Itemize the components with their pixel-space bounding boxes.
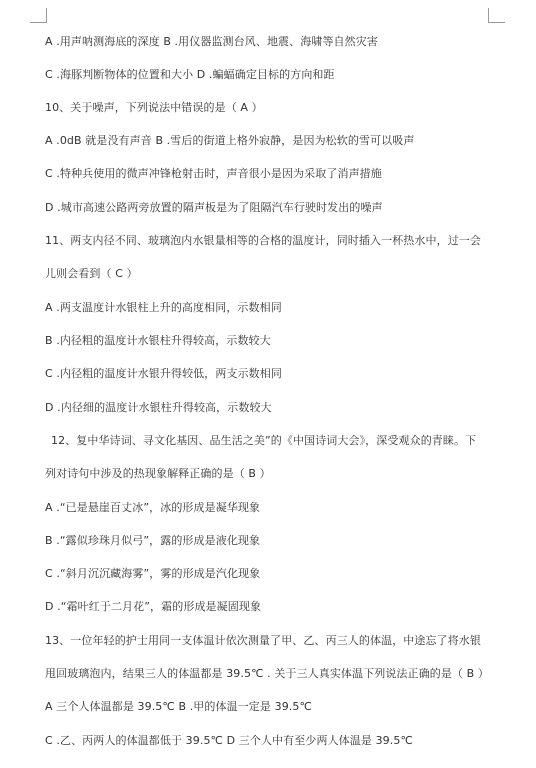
option-line: C .特种兵使用的微声冲锋枪射击时，声音很小是因为采取了消声措施 [45,167,382,180]
option-line: A 三个人体温都是 39.5℃ B .甲的体温一定是 39.5℃ [45,700,312,713]
option-line: A .用声呐测海底的深度 B .用仪器监测台风、地震、海啸等自然灾害 [45,35,378,48]
option-line: A .0dB 就是没有声音 B .雪后的街道上格外寂静，是因为松软的雪可以吸声 [45,134,415,147]
option-line: C .乙、丙两人的体温都低于 39.5℃ D 三个人中有至少两人体温是 39.5℃ [45,734,413,747]
option-line: A .“已是悬崖百丈冰”，冰的形成是凝华现象 [45,501,261,514]
question-13: 13、一位年轻的护士用同一支体温计依次测量了甲、乙、丙三人的体温，中途忘了将水银 [45,634,481,647]
question-12-continued: 列对诗句中涉及的热现象解释正确的是（ B ） [45,467,271,480]
option-line: C .内径粗的温度计水银升得较低，两支示数相同 [45,367,282,380]
question-12: 12、复中华诗词、寻文化基因、品生活之美”的《中国诗词大会》，深受观众的青睐。下 [51,434,477,447]
option-line: A .两支温度计水银柱上升的高度相同，示数相同 [45,301,282,314]
option-line: D .“霜叶红于二月花”，霜的形成是凝固现象 [45,600,262,613]
option-line: B .“露似珍珠月似弓”，露的形成是液化现象 [45,534,261,547]
option-line: C .海豚判断物体的位置和大小 D .蝙蝠确定目标的方向和距 [45,68,335,81]
option-line: C .“斜月沉沉藏海雾”，雾的形成是汽化现象 [45,567,261,580]
question-10: 10、关于噪声，下列说法中错误的是（ A ） [45,101,263,114]
option-line: D .内径细的温度计水银柱升得较高，示数较大 [45,401,272,414]
question-11-continued: 儿则会看到（ C ） [45,267,138,280]
crop-mark-top-right [488,8,505,23]
question-11: 11、两支内径不同、玻璃泡内水银量相等的合格的温度计，同时插入一杯热水中，过一会 [45,234,481,247]
option-line: D .城市高速公路两旁放置的隔声板是为了阻隔汽车行驶时发出的噪声 [45,201,383,214]
option-line: B .内径粗的温度计水银柱升得较高，示数较大 [45,334,271,347]
question-13-continued: 甩回玻璃泡内，结果三人的体温都是 39.5℃ . 关于三人真实体温下列说法正确的是（ B ） [45,667,489,680]
crop-mark-top-left [30,8,47,23]
